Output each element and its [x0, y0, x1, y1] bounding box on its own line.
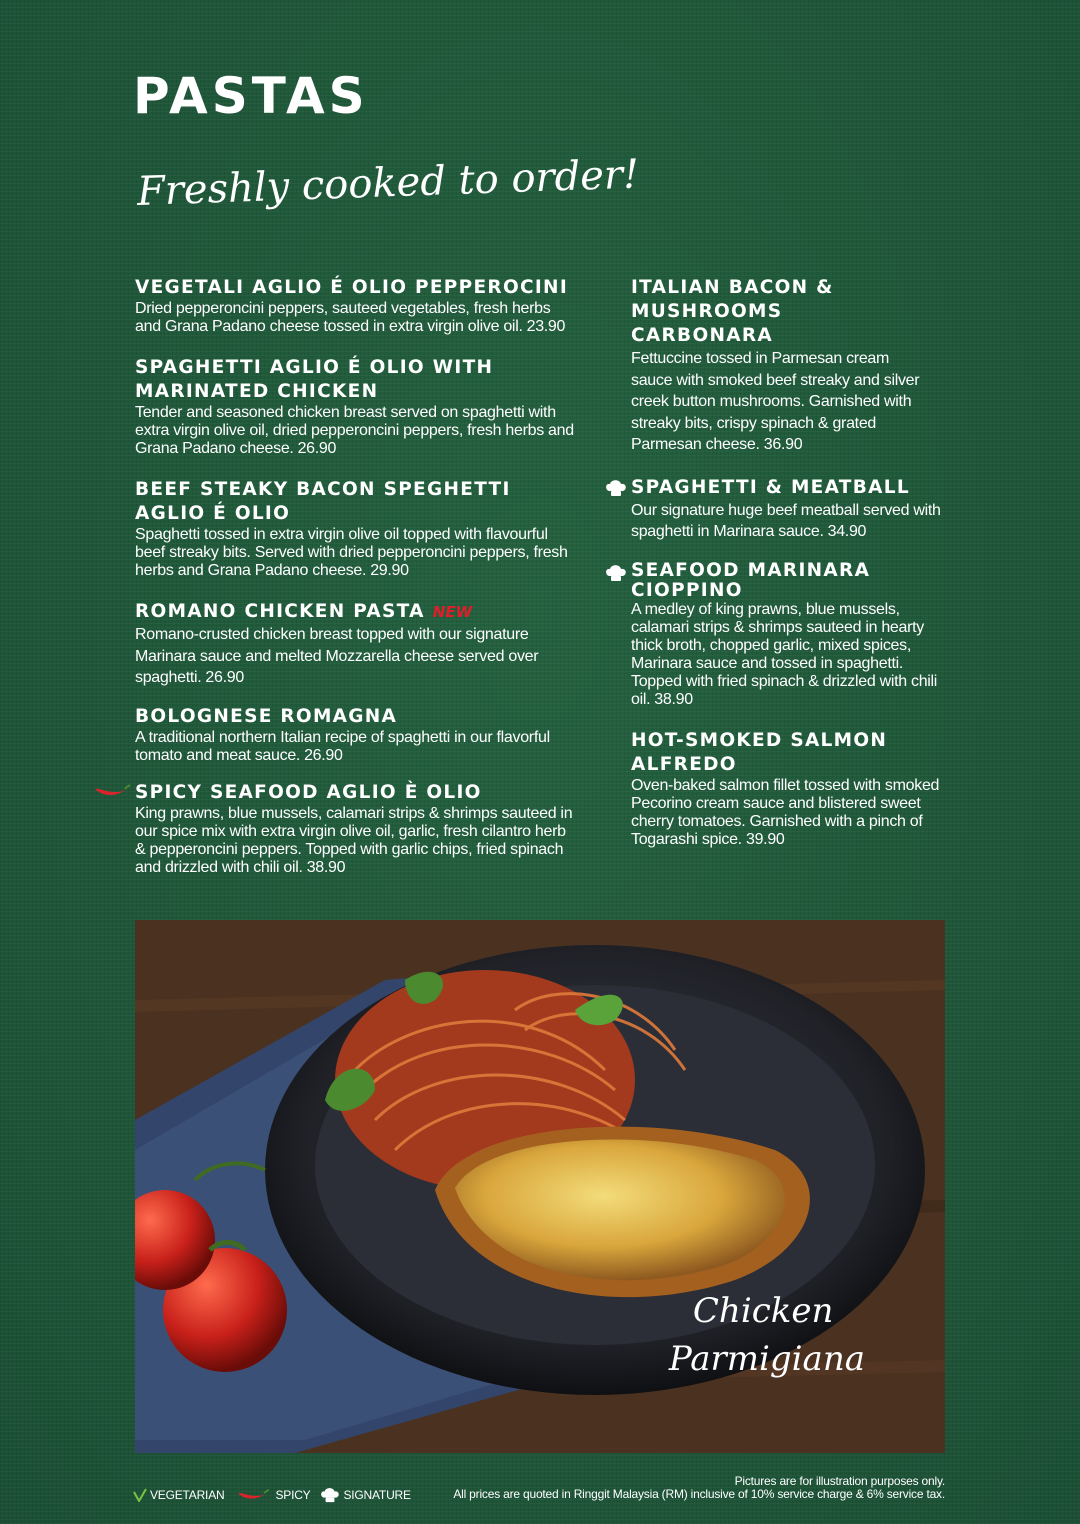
chef-hat-icon: [320, 1487, 340, 1503]
legend: [133, 1485, 411, 1505]
chili-pepper-icon: [234, 1488, 272, 1502]
footnote-line1: Pictures are for illustration purposes only.: [734, 1474, 945, 1488]
menu-item: [135, 705, 575, 765]
item-price: 26.90: [205, 669, 244, 686]
menu-item: [631, 729, 951, 849]
item-price: 29.90: [370, 562, 409, 579]
item-name: SPICY SEAFOOD AGLIO È OLIO: [135, 781, 482, 803]
item-description: Romano-crusted chicken breast topped with our signature Marinara sauce and melted Mozzarella cheese served over spaghetti. 26.90: [135, 626, 539, 686]
menu-column-left: [135, 276, 575, 877]
photo-caption: [668, 1287, 865, 1383]
dish-photo: [135, 920, 945, 1453]
item-description: A medley of king prawns, blue mussels, calamari strips & shrimps sauteed in hearty thick broth, chopped garlic, mixed spices, Marinara sauce and tossed in spaghetti. Topped with fried spinach & drizzled with chili oil. 38.90: [631, 600, 938, 708]
item-description: King prawns, blue mussels, calamari strips & shrimps sauteed in our spice mix with extra virgin olive oil, garlic, fresh cilantro herb & pepperoncini peppers. Topped with garlic chips, fried spinach and drizzled with chili oil. 38.90: [135, 804, 573, 876]
tagline: Freshly cooked to order!: [136, 151, 640, 215]
item-description: Dried pepperoncini peppers, sauteed vegetables, fresh herbs and Grana Padano cheese tossed in extra virgin olive oil. 23.90: [135, 300, 566, 335]
footnote-line2: All prices are quoted in Ringgit Malaysia (RM) inclusive of 10% service charge & 6% service tax.: [453, 1487, 945, 1501]
chef-hat-icon: [605, 564, 627, 582]
item-price: 38.90: [306, 858, 346, 876]
menu-item: [631, 276, 951, 456]
item-name: SPAGHETTI AGLIO É OLIO WITH MARINATED CHICKEN: [135, 357, 494, 402]
menu-item: [135, 276, 575, 336]
legend-spicy-label: SPICY: [275, 1488, 311, 1502]
footnote: [453, 1475, 945, 1501]
item-name: ITALIAN BACON & MUSHROOMS CARBONARA: [631, 277, 834, 346]
menu-column-right: [631, 276, 951, 849]
item-price: 26.90: [304, 746, 343, 764]
item-name: SEAFOOD MARINARA CIOPPINO: [631, 559, 871, 601]
item-name: VEGETALI AGLIO É OLIO PEPPEROCINI: [135, 277, 569, 298]
menu-item: [135, 478, 575, 580]
item-price: 39.90: [745, 830, 785, 848]
menu-item: [631, 476, 951, 543]
photo-caption-line2: Parmigiana: [668, 1339, 865, 1379]
item-description: A traditional northern Italian recipe of spaghetti in our flavorful tomato and meat sauce. 26.90: [135, 728, 550, 764]
item-name: BOLOGNESE ROMAGNA: [135, 705, 398, 727]
legend-vegetarian: [133, 1488, 224, 1502]
vegetarian-leaf-icon: [133, 1488, 147, 1502]
menu-item: [135, 781, 575, 877]
chef-hat-icon: [605, 479, 627, 497]
item-description: Tender and seasoned chicken breast served on spaghetti with extra virgin olive oil, dried pepperoncini peppers, fresh herbs and Grana Padano cheese. 26.90: [135, 404, 574, 457]
menu-item: [631, 561, 951, 709]
legend-spicy: [234, 1488, 310, 1502]
item-price: 38.90: [654, 690, 693, 708]
photo-caption-line1: Chicken: [692, 1291, 834, 1331]
item-description: Oven-baked salmon fillet tossed with smoked Pecorino cream sauce and blistered sweet cherry tomatoes. Garnished with a pinch of Togarashi spice. 39.90: [631, 776, 940, 848]
item-price: 26.90: [297, 440, 337, 457]
item-description: Spaghetti tossed in extra virgin olive oil topped with flavourful beef streaky bits. Served with dried pepperoncini peppers, fresh herbs and Grana Padano cheese. 29.90: [135, 526, 568, 579]
item-name: BEEF STEAKY BACON SPEGHETTI AGLIO É OLIO: [135, 479, 511, 524]
menu-item: [135, 356, 575, 458]
new-badge: NEW: [432, 603, 473, 621]
page-title: PASTAS: [133, 67, 369, 125]
item-name: SPAGHETTI & MEATBALL: [631, 476, 910, 498]
item-description: Our signature huge beef meatball served with spaghetti in Marinara sauce. 34.90: [631, 501, 941, 540]
item-description: Fettuccine tossed in Parmesan cream sauce with smoked beef streaky and silver creek button mushrooms. Garnished with streaky bits, crispy spinach & grated Parmesan cheese. 36.90: [631, 350, 920, 453]
item-name: HOT-SMOKED SALMON ALFREDO: [631, 729, 888, 775]
item-price: 34.90: [827, 523, 867, 540]
legend-signature-label: SIGNATURE: [343, 1488, 411, 1502]
legend-signature: [320, 1487, 410, 1503]
menu-item: [135, 600, 575, 689]
item-price: 36.90: [763, 436, 803, 453]
item-price: 23.90: [526, 318, 566, 335]
chili-pepper-icon: [93, 783, 131, 799]
item-name: ROMANO CHICKEN PASTA NEW: [135, 601, 473, 622]
legend-vegetarian-label: VEGETARIAN: [150, 1488, 225, 1502]
